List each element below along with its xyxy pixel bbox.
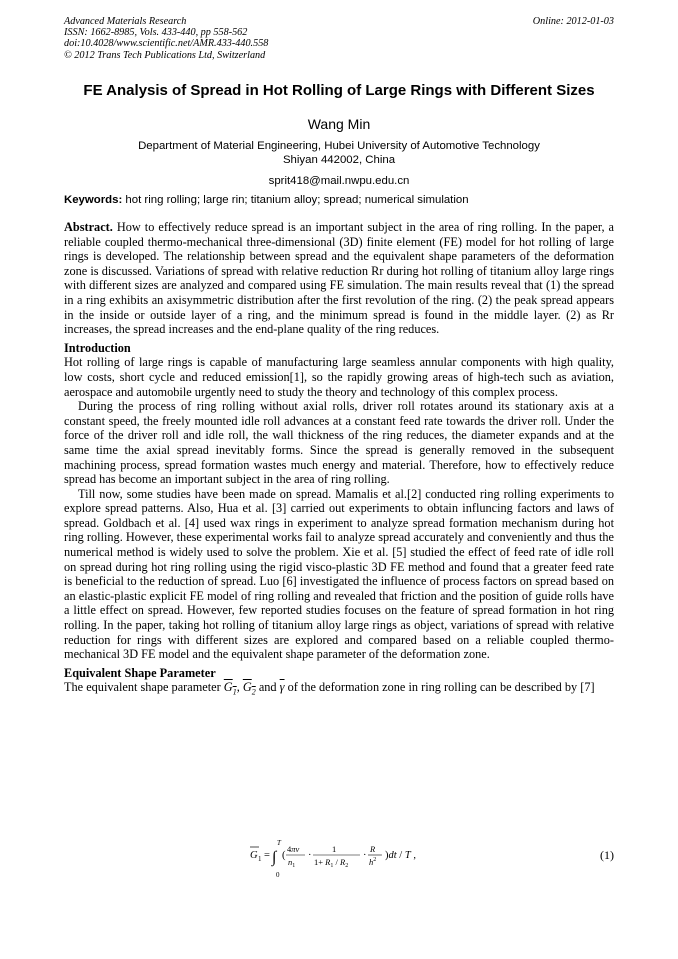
svg-text:·: ·	[308, 850, 312, 861]
symbol-g1: $G_1$	[223, 680, 237, 697]
symbol-g2: $G_2$	[242, 680, 256, 697]
equivalent-shape-heading: Equivalent Shape Parameter	[64, 665, 216, 680]
svg-text:·: ·	[363, 850, 367, 861]
journal-name: Advanced Materials Research	[64, 16, 187, 27]
svg-text:1: 1	[258, 855, 262, 863]
doi-line: doi:10.4028/www.scientific.net/AMR.433-440.558	[64, 38, 269, 50]
author-email: sprit418@mail.nwpu.edu.cn	[268, 175, 410, 187]
affiliation-line-2: Shiyan 442002, China	[282, 154, 396, 166]
equivalent-shape-paragraph: The equivalent shape parameter $G_1$, $G_2$ and $\overline{\gamma}$ of the deformation zone in ring rolling can be described by [7]	[64, 680, 595, 697]
affiliation-line-1: Department of Material Engineering, Hubei University of Automotive Technology	[138, 140, 540, 152]
keywords-list: hot ring rolling; large rin; titanium alloy; spread; numerical simulation	[125, 194, 469, 206]
svg-text:h2: $h^2$	[369, 857, 377, 867]
copyright-line: © 2012 Trans Tech Publications Ltd, Switzerland	[64, 49, 266, 61]
equation-1	[64, 836, 614, 879]
affiliation	[0, 139, 678, 167]
svg-text:(: (	[282, 850, 286, 861]
keywords	[64, 194, 614, 206]
equation-1-formula	[250, 836, 460, 880]
svg-text:1+ R1 / R2: $1+ R_1 / R_2$	[314, 857, 349, 869]
svg-text:0: 0	[276, 871, 280, 879]
intro-paragraph-1: Hot rolling of large rings is capable of manufacturing large seamless annular components with high quality, low costs, short cycle and reduced emission[1], so the rapidly growing areas of high-tech such as aviation, aerospace and automobile urgently need to study the theory and technology of this complex process.	[64, 355, 614, 399]
abstract	[64, 220, 614, 337]
symbol-gamma: $\overline{\gamma}$	[279, 680, 285, 695]
intro-paragraph-3: Till now, some studies have been made on spread. Mamalis et al.[2] conducted ring rolling experiments to explore spread patterns. Also, Hua et al. [3] carried out experiments to obtain influncing factors and laws of spread. Goldbach et al. [4] used wax rings in experiment to analyze spread formation mechanism during hot ring rolling. However, these experimental works fail to analyze spread accurately and conveniently and thus the numerical method is widely used to solve the problem. Xie et al. [5] studied the effect of feed rate of idle roll on spread during hot ring rolling using the rigid visco-plastic 3D FE method and found that a greater feed rate is beneficial to the reduction of spread. Luo [6] investigated the influence of process factors on spread based on an elastic-plastic explicit FE model of ring rolling and revealed that friction and the position of guide rolls have a little effect on spread. However, few reported studies focuses on the feature of spread formation in hot ring rolling. In the paper, taking hot rolling of titanium alloy large rings as object, variations of spread with relative reduction for rings with different sizes are explored and compared based on a reliable coupled thermo-mechanical 3D FE model and the equivalent shape parameter of the deformation zone.	[64, 486, 614, 662]
equation-number: (1)	[600, 848, 614, 862]
svg-text:∫: ∫	[272, 849, 277, 866]
svg-text:T: T	[277, 839, 281, 847]
svg-text:=: =	[264, 850, 270, 861]
paper-body	[64, 220, 614, 700]
svg-text:1: 1	[332, 844, 337, 854]
online-date: Online: 2012-01-03	[532, 16, 614, 27]
svg-text:G: G	[250, 850, 258, 861]
abstract-text: How to effectively reduce spread is an important subject in the area of ring rolling. In the paper, a reliable coupled thermo-mechanical three-dimensional (3D) finite element (FE) model for hot rolling of large rings is developed. The relationship between spread and the equivalent shape parameters of the deformation zone is discussed. Variations of spread with relative reduction Rr during hot rolling of titanium alloy large rings with different sizes are analyzed and compared using FE simulation. The main results reveal that (1) the spread in a ring exhibits an axisymmetric distribution after the first revolution of the ring. (2) the peak spread appears in the inside or outside layer of a ring, and the minimum spread is found in the middle layer. (2) as Rr increases, the spread increases and the end-plane quality of the ring reduces.	[64, 220, 614, 337]
svg-text:4πv: 4πv	[287, 844, 300, 854]
keywords-label: Keywords:	[64, 194, 123, 206]
svg-text:R: R	[370, 844, 376, 854]
paper-title: FE Analysis of Spread in Hot Rolling of Large Rings with Different Sizes	[83, 82, 595, 99]
issn-line: ISSN: 1662-8985, Vols. 433-440, pp 558-562	[64, 27, 248, 39]
intro-paragraph-2: During the process of ring rolling without axial rolls, driver roll rotates around its stationary axis at a constant speed, the freely mounted idle roll advances at a constant feed rate towards the driver roll. Under the force of the driver roll and idle roll, the wall thickness of the ring reduces, the diameter expands and at the same time the axial spread inevitably forms. Since the spread is generally removed in the subsequent machining process, spread formation wastes much energy and material. Therefore, how to effectively reduce spread has become an important subject in the area of ring rolling.	[64, 399, 614, 487]
abstract-label: Abstract.	[64, 220, 113, 234]
svg-text:n1: $n_1$	[288, 857, 296, 869]
author-name: Wang Min	[307, 116, 371, 132]
introduction-heading: Introduction	[64, 340, 131, 355]
running-header	[64, 16, 614, 61]
svg-text:)dt / T ,: )dt / T ,	[385, 850, 416, 861]
